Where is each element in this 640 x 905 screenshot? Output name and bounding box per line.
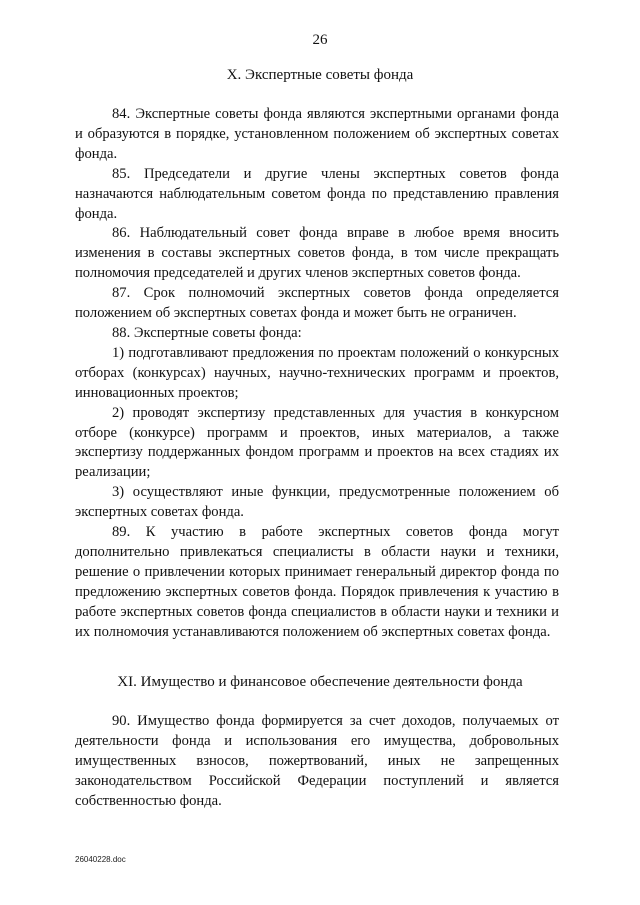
paragraph-85: 85. Председатели и другие члены экспертных советов фонда назначаются наблюдательным советом фонда по представлению правления фонда.: [75, 165, 559, 222]
paragraph-87: 87. Срок полномочий экспертных советов фонда определяется положением об экспертных советах фонда и может быть не ограничен.: [75, 285, 559, 322]
paragraph-90: 90. Имущество фонда формируется за счет доходов, получаемых от деятельности фонда и использования его имущества, добровольных имущественных взносов, пожертвований, иных не запрещенных законодательством Российской Федерации поступлений и является собственностью фонда.: [75, 713, 559, 809]
section-heading-xi: XI. Имущество и финансовое обеспечение деятельности фонда: [117, 674, 523, 690]
paragraph-84: 84. Экспертные советы фонда являются экспертными органами фонда и образуются в порядке, установленном положением об экспертных советах фонда.: [75, 106, 559, 162]
paragraph-88-item-2: 2) проводят экспертизу представленных для участия в конкурсном отборе (конкурсе) программ и проектов, иных материалов, а также экспертизу поддержанных фондом программ и проектов на всех стадиях их реализации;: [75, 404, 559, 481]
section-heading-x: X. Экспертные советы фонда: [226, 67, 414, 83]
paragraph-88-item-1: 1) подготавливают предложения по проектам положений о конкурсных отборах (конкурсах) научных, научно-технических программ и проектов, инновационных проектов;: [75, 344, 559, 401]
paragraph-89: 89. К участию в работе экспертных советов фонда могут дополнительно привлекаться специалисты в области науки и техники, решение о привлечении которых принимает генеральный директор фонда по предложению экспертных советов фонда. Порядок привлечения к участию в работе экспертных советов фонда специалистов в области науки и техники и их полномочия устанавливаются положением об экспертных советах фонда.: [75, 524, 559, 640]
footer-file-code: 26040228.doc: [75, 855, 126, 864]
section-x-body: [75, 105, 559, 642]
paragraph-88: 88. Экспертные советы фонда:: [112, 324, 302, 341]
page-number: 26: [312, 32, 328, 48]
section-xi-body: [75, 712, 559, 812]
paragraph-86: 86. Наблюдательный совет фонда вправе в любое время вносить изменения в составы экспертных советов фонда, в том числе прекращать полномочия председателей и других членов экспертных советов фонда.: [75, 225, 559, 282]
paragraph-88-item-3: 3) осуществляют иные функции, предусмотренные положением об экспертных советах фонда.: [75, 484, 559, 521]
